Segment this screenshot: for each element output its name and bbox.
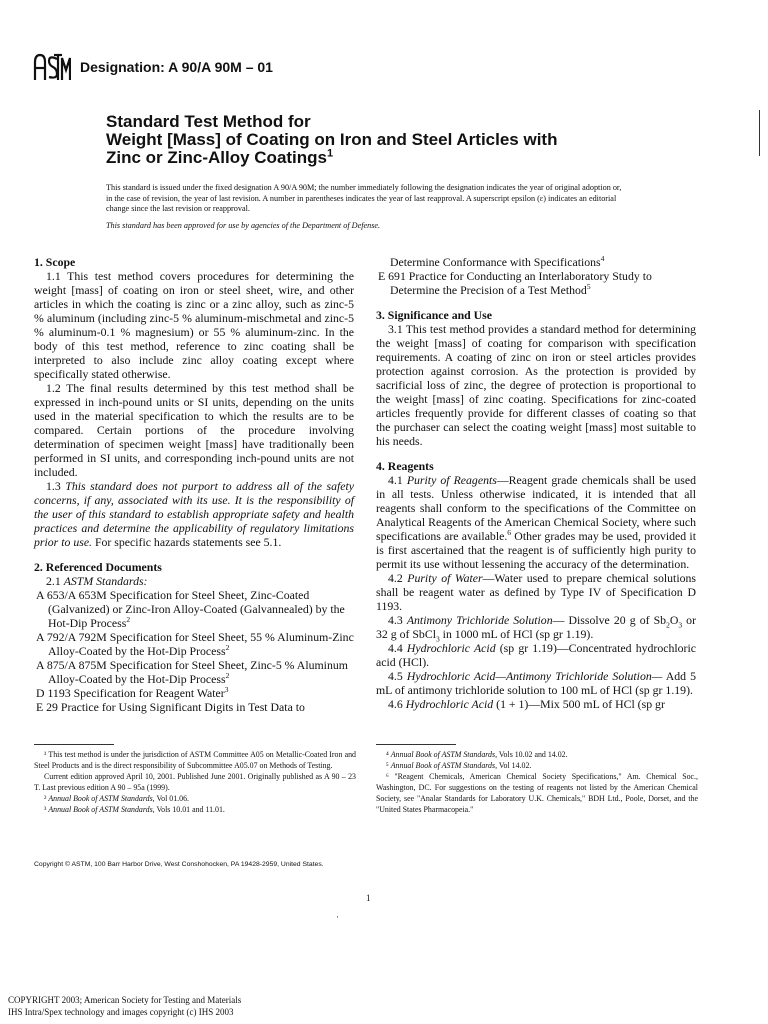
section-heading-reagents: 4. Reagents — [376, 459, 434, 473]
document-title — [106, 113, 666, 167]
paragraph-4-6: 4.6 Hydrochloric Acid (1 + 1)—Mix 500 mL of HCl (sp gr — [388, 697, 665, 711]
reference-a792: A 792/A 792M Specification for Steel Sheet, 55 % Aluminum-Zinc Alloy-Coated by the Hot-Dip Process$^2$ — [36, 630, 354, 658]
paragraph-4-2: 4.2 Purity of Water—Water used to prepare chemical solutions shall be reagent water as defined by Type IV of Specification D 1193. — [376, 571, 697, 613]
paragraph-4-1: 4.1 Purity of Reagents—Reagent grade chemicals shall be used in all tests. Unless otherwise indicated, it is intended that all reagents shall conform to the specifications of the Committee on Analytical Reagents of the American Chemical Society, where such specifications are available.$^6$ Other grades may be used, provided it is first ascertained that the reagent is of sufficiently high purity to permit its use without lessening the accuracy of the determination. — [376, 473, 696, 571]
designation: Designation: A 90/A 90M – 01 — [80, 59, 273, 75]
footer-line-2: IHS Intra/Spex technology and images copyright (c) IHS 2003 — [8, 1007, 234, 1017]
footnotes-right — [376, 749, 698, 815]
section-heading-scope: 1. Scope — [34, 255, 76, 269]
reference-e691: E 691 Practice for Conducting an Interlaboratory Study to Determine the Precision of a Test Method$^5$ — [378, 269, 652, 297]
title-line-1: Standard Test Method for — [106, 112, 311, 131]
paragraph-4-5: 4.5 Hydrochloric Acid—Antimony Trichloride Solution— Add 5 mL of antimony trichloride solution to 100 mL of HCl (sp gr 1.19). — [376, 669, 696, 697]
reference-e29-continued: Determine Conformance with Specifications$^4$ — [390, 254, 605, 269]
footnote-2: ² Annual Book of ASTM Standards, Vol 01.06. — [44, 794, 190, 803]
paragraph-1-2: 1.2 The final results determined by this test method shall be expressed in inch-pound units or SI units, depending on the units used in the material specification to which the results are to be compared. Certain portions of the procedure involving determination of specimen weight [mass] have traditionally been performed in SI units, and corresponding inch-pound units are not included. — [34, 381, 354, 479]
title-line-3: Zinc or Zinc-Alloy Coatings$^1$ — [106, 147, 334, 167]
paragraph-1-1: 1.1 This test method covers procedures for determining the weight [mass] of coating on iron or steel sheet, wire, and other articles in which the coating is zinc or a zinc alloy, such as zinc-5 % aluminum (including zinc-5 % aluminum-mischmetal and zinc-5 % aluminum-0.1 % magnesium) or 55 % aluminum-zinc. In the body of this test method, reference to zinc coating shall be interpreted to also include zinc alloy coating except where specifically stated otherwise. — [34, 269, 354, 381]
reference-a653: A 653/A 653M Specification for Steel Sheet, Zinc-Coated (Galvanized) or Zinc-Iron Alloy-Coated (Galvannealed) by the Hot-Dip Process$^2$ — [36, 588, 345, 630]
ihs-footer — [8, 994, 241, 1018]
paragraph-3-1: 3.1 This test method provides a standard method for determining the weight [mass] of coating for comparison with specification requirements. A coating of zinc on iron or steel articles provides protection against corrosion. As the protection is provided by sacrificial loss of zinc, the degree of protection is proportional to the weight [mass] of zinc coating. Specifications for zinc-coated articles frequently provide for different classes of coating so that the purchaser can select the coating weight [mass] most suitable to his needs. — [376, 322, 696, 448]
footnotes-left — [34, 749, 356, 815]
paragraph-1-3: 1.3 This standard does not purport to address all of the safety concerns, if any, associated with its use. It is the responsibility of the user of this standard to establish appropriate safety and health practices and determine the applicability of regulatory limitations prior to use. For specific hazards statements see 5.1. — [34, 479, 354, 549]
footnote-6: ⁶ "Reagent Chemicals, American Chemical Society Specifications," Am. Chemical Soc., Washington, DC. For suggestions on the testing of reagents not listed by the American Chemical Society, see "Analar Standards for Laboratory U.K. Chemicals," BDH Ltd., Poole, Dorset, and the "United States Pharmacopeia." — [376, 772, 698, 814]
footnote-rule-right — [376, 744, 456, 745]
paragraph-2-1: 2.1 ASTM Standards: — [46, 574, 148, 588]
footer-line-1: COPYRIGHT 2003; American Society for Testing and Materials — [8, 995, 242, 1005]
reference-e29: E 29 Practice for Using Significant Digits in Test Data to — [36, 700, 305, 714]
section-heading-significance: 3. Significance and Use — [376, 308, 493, 322]
title-line-2: Weight [Mass] of Coating on Iron and Steel Articles with — [106, 130, 558, 149]
footnote-5: ⁵ Annual Book of ASTM Standards, Vol 14.02. — [386, 761, 532, 770]
footnote-1: ¹ This test method is under the jurisdiction of ASTM Committee A05 on Metallic-Coated Iron and Steel Products and is the direct responsibility of Subcommittee A05.07 on Methods of Testing. — [34, 750, 356, 770]
footnote-4: ⁴ Annual Book of ASTM Standards, Vols 10.02 and 14.02. — [386, 750, 568, 759]
dod-approval-notice: This standard has been approved for use by agencies of the Department of Defense. — [106, 221, 381, 230]
footnote-1-edition: Current edition approved April 10, 2001. Published June 2001. Originally published as A 90 – 23 T. Last previous edition A 90 – 95a (1999). — [34, 772, 356, 792]
astm-copyright: Copyright © ASTM, 100 Barr Harbor Drive, West Conshohocken, PA 19428-2959, United States. — [34, 861, 324, 868]
left-column — [34, 255, 354, 714]
footnote-3: ³ Annual Book of ASTM Standards, Vols 10.01 and 11.01. — [44, 805, 225, 814]
right-column — [376, 255, 696, 711]
page-mark: · — [336, 912, 339, 922]
paragraph-4-3: 4.3 Antimony Trichloride Solution— Dissolve 20 g of $Sb_2O_3$ or 32 g of SbCl$_3$ in 1000 mL of HCl (sp gr 1.19). — [376, 613, 696, 644]
issuance-notice: This standard is issued under the fixed designation A 90/A 90M; the number immediately following the designation indicates the year of original adoption or, in the case of revision, the year of last revision. A number in parentheses indicates the year of last reapproval. A superscript epsilon (ε) indicates an editorial change since the last revision or reapproval. — [106, 183, 622, 213]
margin-change-bar — [759, 110, 760, 156]
footnote-rule-left — [34, 744, 114, 745]
reference-d1193: D 1193 Specification for Reagent Water$^3$ — [36, 685, 229, 700]
astm-logo-icon — [31, 50, 71, 84]
paragraph-4-4: 4.4 Hydrochloric Acid (sp gr 1.19)—Concentrated hydrochloric acid (HCl). — [376, 641, 696, 669]
section-heading-referenced-documents: 2. Referenced Documents — [34, 560, 162, 574]
title-footnote-ref: 1 — [327, 147, 334, 160]
page-number: 1 — [366, 893, 371, 903]
reference-a875: A 875/A 875M Specification for Steel Sheet, Zinc-5 % Aluminum Alloy-Coated by the Hot-Dip Process$^2$ — [36, 658, 348, 686]
